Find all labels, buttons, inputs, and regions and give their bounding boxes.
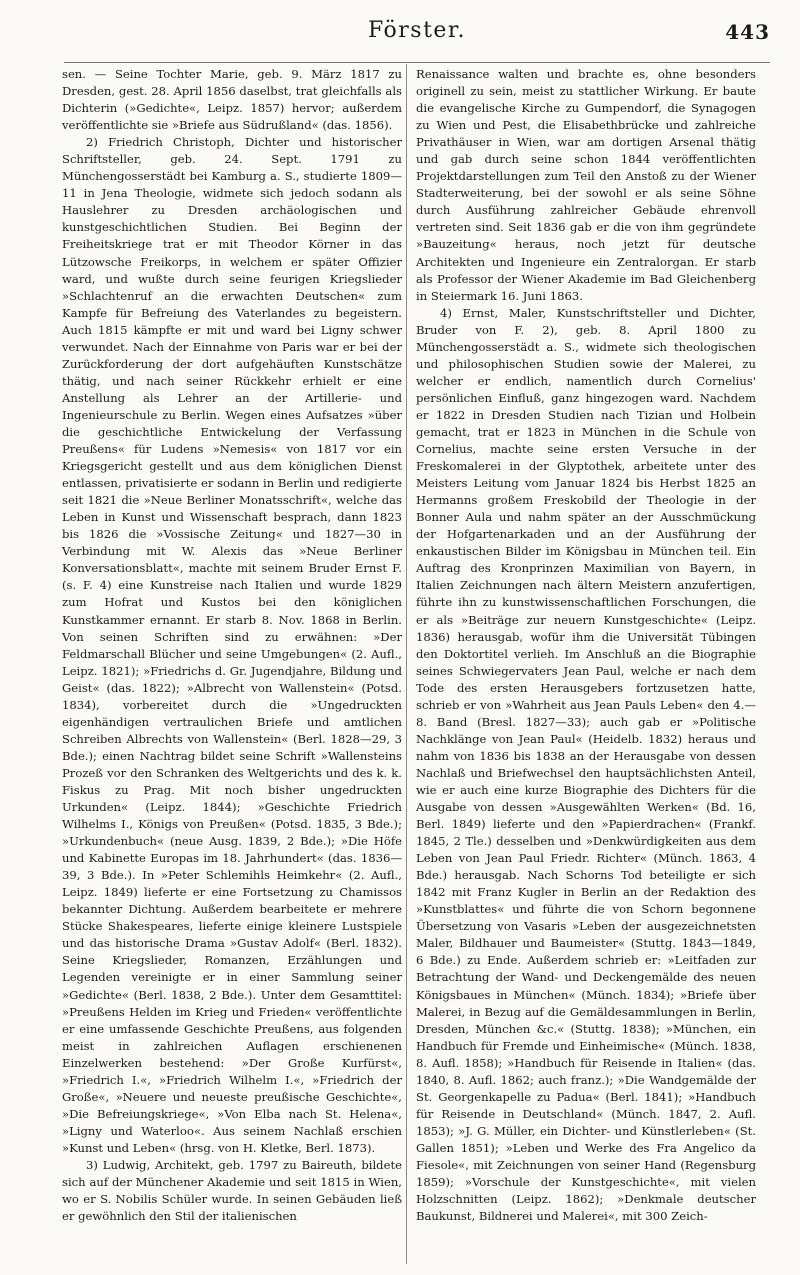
running-title: Förster. (367, 18, 467, 43)
page-header (64, 14, 770, 48)
paragraph-marie: sen. — Seine Tochter Marie, geb. 9. März 1817 zu Dresden, gest. 28. April 1856 daselbst, trat gleichfalls als Dichterin (»Gedichte«, Leipz. 1857) hervor; außerdem veröffentlichte sie »Briefe aus Südrußland« (das. 1856). (62, 67, 402, 133)
page-number: 443 (725, 20, 770, 44)
paragraph-ludwig-continued: Renaissance walten und brachte es, ohne besonders originell zu sein, meist zu stattlicher Wirkung. Er baute die evangelische Kirche zu Gumpendorf, die Synagogen zu Wien und Pest, die Elisabethbrücke und zahlreiche Privathäuser in Wien, war am dortigen Arsenal thätig und gab durch seine schon 1844 veröffentlichten Projektdarstellungen zum Teil den Anstoß zu der Wiener Stadterweiterung, bei der sowohl er als seine Söhne durch Ausführung zahlreicher Gebäude ehrenvoll vertreten sind. Seit 1836 gab er die von ihm gegründete »Bauzeitung« heraus, noch jetzt für deutsche Architekten und Ingenieure ein Zentralorgan. Er starb als Professor der Wiener Akademie im Bad Gleichenberg in Steiermark 16. Juni 1863. (416, 67, 756, 303)
paragraph-ernst: 4) Ernst, Maler, Kunstschriftsteller und Dichter, Bruder von F. 2), geb. 8. April 1800 zu Münchengosserstädt a. S., widmete sich theologischen und philosophischen Studien sowie der Malerei, zu welcher er endlich, namentlich durch Cornelius' persönlichen Einfluß, ganz hingezogen ward. Nachdem er 1822 in Dresden Studien nach Tizian und Holbein gemacht, trat er 1823 in München in die Schule von Cornelius, machte seine ersten Versuche in der Freskomalerei in der Glyptothek, arbeitete unter des Meisters Leitung vom Januar 1824 bis Herbst 1825 an Hermanns großem Freskobild der Theologie in der Bonner Aula und nahm später an der Ausschmückung der Hofgartenarkaden und an der Ausführung der enkaustischen Bilder im Königsbau in München teil. Ein Auftrag des Kronprinzen Maximilian von Bayern, in Italien Zeichnungen nach ältern Meistern anzufertigen, führte ihn zu kunstwissenschaftlichen Forschungen, die er als »Beiträge zur neuern Kunstgeschichte« (Leipz. 1836) herausgab, wofür ihm die Universität Tübingen den Doktortitel verlieh. Im Anschluß an die Biographie seines Schwiegervaters Jean Paul, welche er nach dem Tode des ersten Herausgebers fortzusetzen hatte, schrieb er von »Wahrheit aus Jean Pauls Leben« den 4.—8. Band (Bresl. 1827—33); auch gab er »Politische Nachklänge von Jean Paul« (Heidelb. 1832) heraus und nahm von 1836 bis 1838 an der Herausgabe von dessen Nachlaß und Briefwechsel den hauptsächlichsten Anteil, wie er auch eine kurze Biographie des Dichters für die Ausgabe von dessen »Ausgewählten Werken« (Bd. 16, Berl. 1849) lieferte und den »Papierdrachen« (Frankf. 1845, 2 Tle.) desselben und »Denkwürdigkeiten aus dem Leben von Jean Paul Friedr. Richter« (Münch. 1863, 4 Bde.) herausgab. Nach Schorns Tod beteiligte er sich 1842 mit Franz Kugler in Berlin an der Redaktion des »Kunstblattes« und führte die von Schorn begonnene Übersetzung von Vasaris »Leben der ausgezeichnetsten Maler, Bildhauer und Baumeister« (Stuttg. 1843—1849, 6 Bde.) zu Ende. Außerdem schrieb er: »Leitfaden zur Betrachtung der Wand- und Deckengemälde des neuen Königsbaues in München« (Münch. 1834); »Briefe über Malerei, in Bezug auf die Gemäldesammlungen in Berlin, Dresden, München &c.« (Stuttg. 1838); »München, ein Handbuch für Fremde und Einheimische« (Münch. 1838, 8. Aufl. 1858); »Handbuch für Reisende in Italien« (das. 1840, 8. Aufl. 1862; auch franz.); »Die Wandgemälde der St. Georgenkapelle zu Padua« (Berl. 1841); »Handbuch für Reisende in Deutschland« (Münch. 1847, 2. Aufl. 1853); »J. G. Müller, ein Dichter- und Künstlerleben« (St. Gallen 1851); »Leben und Werke des Fra Angelico da Fiesole«, mit Zeichnungen von seiner Hand (Regensburg 1859); »Vorschule der Kunstgeschichte«, mit vielen Holzschnitten (Leipz. 1862); »Denkmale deutscher Baukunst, Bildnerei und Malerei«, mit 300 Zeich- (416, 305, 756, 1224)
left-column (62, 66, 402, 1225)
header-rule (64, 62, 770, 63)
paragraph-ludwig: 3) Ludwig, Architekt, geb. 1797 zu Baireuth, bildete sich auf der Münchener Akademie und seit 1815 in Wien, wo er S. Nobilis Schüler wurde. In seinen Gebäuden ließ er gewöhnlich den Stil der italienischen (62, 1158, 402, 1224)
paragraph-friedrich-christoph: 2) Friedrich Christoph, Dichter und historischer Schriftsteller, geb. 24. Sept. 1791 zu Münchengosserstädt bei Kamburg a. S., studierte 1809—11 in Jena Theologie, widmete sich jedoch sodann als Hauslehrer zu Dresden archäologischen und kunstgeschichtlichen Studien. Bei Beginn der Freiheitskriege trat er mit Theodor Körner in das Lützowsche Freikorps, in welchem er später Offizier ward, und wußte durch seine feurigen Kriegslieder »Schlachtenruf an die erwachten Deutschen« zum Kampfe für Befreiung des Vaterlandes zu begeistern. Auch 1815 kämpfte er mit und ward bei Ligny schwer verwundet. Nach der Einnahme von Paris war er bei der Zurückforderung der dort aufgehäuften Kunstschätze thätig, und nach seiner Rückkehr erhielt er eine Anstellung als Lehrer an der Artillerie- und Ingenieurschule zu Berlin. Wegen eines Aufsatzes »über die geschichtliche Entwickelung der Verfassung Preußens« für Ludens »Nemesis« von 1817 vor ein Kriegsgericht gestellt und aus dem königlichen Dienst entlassen, privatisierte er sodann in Berlin und redigierte seit 1821 die »Neue Berliner Monatsschrift«, welche das Leben in Kunst und Wissenschaft besprach, dann 1823 bis 1826 die »Vossische Zeitung« und 1827—30 in Verbindung mit W. Alexis das »Neue Berliner Konversationsblatt«, machte mit seinem Bruder Ernst F. (s. F. 4) eine Kunstreise nach Italien und wurde 1829 zum Hofrat und Kustos bei den königlichen Kunstkammer ernannt. Er starb 8. Nov. 1868 in Berlin. Von seinen Schriften sind zu erwähnen: »Der Feldmarschall Blücher und seine Umgebungen« (2. Aufl., Leipz. 1821); »Friedrichs d. Gr. Jugendjahre, Bildung und Geist« (das. 1822); »Albrecht von Wallenstein« (Potsd. 1834), vorbereitet durch die »Ungedruckten eigenhändigen vertraulichen Briefe und amtlichen Schreiben Albrechts von Wallenstein« (Berl. 1828—29, 3 Bde.); einen Nachtrag bildet seine Schrift »Wallensteins Prozeß vor den Schranken des Weltgerichts und des k. k. Fiskus zu Prag. Mit noch bisher ungedruckten Urkunden« (Leipz. 1844); »Geschichte Friedrich Wilhelms I., Königs von Preußen« (Potsd. 1835, 3 Bde.); »Urkundenbuch« (neue Ausg. 1839, 2 Bde.); »Die Höfe und Kabinette Europas im 18. Jahrhundert« (das. 1836—39, 3 Bde.). In »Peter Schlemihls Heimkehr« (2. Aufl., Leipz. 1849) lieferte er eine Fortsetzung zu Chamissos bekannter Dichtung. Außerdem bearbeitete er mehrere Stücke Shakespeares, lieferte einige kleinere Lustspiele und das historische Drama »Gustav Adolf« (Berl. 1832). Seine Kriegslieder, Romanzen, Erzählungen und Legenden vereinigte er in einer Sammlung seiner »Gedichte« (Berl. 1838, 2 Bde.). Unter dem Gesamttitel: »Preußens Helden im Krieg und Frieden« veröffentlichte er eine umfassende Geschichte Preußens, aus folgenden meist in zahlreichen Auflagen erschienenen Einzelwerken bestehend: »Der Große Kurfürst«, »Friedrich I.«, »Friedrich Wilhelm I.«, »Friedrich der Große«, »Neuere und neueste preußische Geschichte«, »Die Befreiungskriege«, »Von Elba nach St. Helena«, »Ligny und Waterloo«. Aus seinem Nachlaß erschien »Kunst und Leben« (hrsg. von H. Kletke, Berl. 1873). (62, 135, 402, 1155)
right-column (416, 66, 756, 1225)
column-divider (406, 64, 407, 1264)
